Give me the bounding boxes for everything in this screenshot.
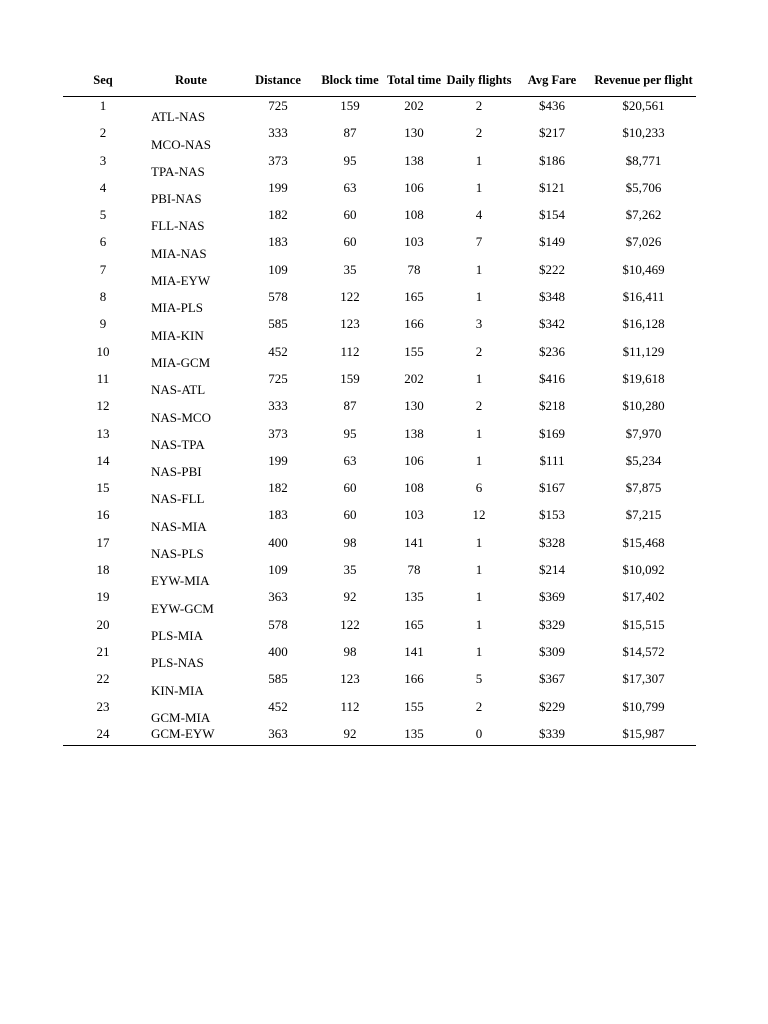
cell-daily-flights: 1 (475, 616, 483, 632)
cell-route: MIA-PLS (151, 300, 204, 316)
cell-avg-fare: $367 (539, 671, 565, 687)
cell-avg-fare: $217 (539, 125, 565, 141)
cell-distance: 452 (268, 343, 288, 359)
cell-route: NAS-MCO (151, 409, 211, 425)
cell-block-time: 60 (343, 207, 357, 223)
cell-total-time: 165 (404, 289, 424, 305)
cell-daily-flights: 1 (475, 289, 483, 305)
cell-seq: 24 (63, 726, 143, 746)
cell-distance: 199 (268, 179, 288, 195)
table-row (63, 398, 696, 425)
cell-seq: 17 (96, 534, 110, 550)
cell-route: MIA-NAS (151, 245, 207, 261)
header-distance: Distance (239, 65, 317, 97)
cell-daily-flights: 7 (475, 234, 483, 250)
cell-total-time: 130 (404, 398, 424, 414)
cell-daily-flights: 1 (475, 179, 483, 195)
cell-distance: 183 (268, 507, 288, 523)
cell-route: NAS-PLS (151, 546, 204, 562)
cell-avg-fare: $218 (539, 398, 565, 414)
cell-block-time: 122 (340, 616, 360, 632)
cell-distance: 400 (268, 643, 288, 659)
cell-revenue-per-flight: $15,515 (622, 616, 665, 632)
cell-total-time: 78 (407, 261, 421, 277)
cell-seq: 21 (96, 643, 110, 659)
cell-route: KIN-MIA (151, 682, 204, 698)
cell-block-time: 60 (343, 507, 357, 523)
cell-total-time: 108 (404, 480, 424, 496)
cell-block-time: 87 (343, 398, 357, 414)
table-header (63, 65, 696, 97)
cell-distance: 109 (268, 261, 288, 277)
cell-total-time: 106 (404, 179, 424, 195)
table-row (63, 589, 696, 616)
cell-total-time: 130 (404, 125, 424, 141)
cell-revenue-per-flight: $17,402 (622, 589, 665, 605)
cell-daily-flights: 5 (475, 671, 483, 687)
cell-daily-flights: 2 (475, 98, 483, 113)
cell-revenue-per-flight: $17,307 (622, 671, 665, 687)
cell-revenue-per-flight: $7,215 (625, 507, 662, 523)
cell-seq: 2 (99, 125, 107, 141)
cell-daily-flights: 1 (475, 261, 483, 277)
cell-daily-flights: 2 (475, 698, 483, 714)
cell-avg-fare: $186 (539, 152, 565, 168)
table-row (63, 453, 696, 480)
cell-revenue-per-flight: $7,026 (625, 234, 662, 250)
cell-route: GCM-EYW (143, 726, 239, 746)
cell-seq: 19 (96, 589, 110, 605)
cell-avg-fare: $416 (539, 370, 565, 386)
cell-block-time: 159 (340, 98, 360, 113)
cell-revenue-per-flight: $10,469 (622, 261, 665, 277)
cell-route: EYW-GCM (151, 600, 214, 616)
cell-daily-flights: 4 (475, 207, 483, 223)
cell-seq: 9 (99, 316, 107, 332)
cell-avg-fare: $328 (539, 534, 565, 550)
cell-seq: 13 (96, 425, 110, 441)
table-row (63, 180, 696, 207)
cell-distance: 333 (268, 398, 288, 414)
header-block-time: Block time (317, 65, 383, 97)
cell-block-time: 63 (343, 452, 357, 468)
cell-revenue-per-flight: $11,129 (622, 343, 665, 359)
header-avg-fare: Avg Fare (513, 65, 591, 97)
table-row (63, 726, 696, 746)
cell-block-time: 87 (343, 125, 357, 141)
table-row (63, 699, 696, 726)
cell-distance: 182 (268, 480, 288, 496)
table-row (63, 289, 696, 316)
cell-route: FLL-NAS (151, 218, 205, 234)
cell-distance: 585 (268, 671, 288, 687)
cell-revenue-per-flight: $15,987 (591, 726, 696, 746)
cell-block-time: 95 (343, 425, 357, 441)
cell-route: NAS-MIA (151, 518, 207, 534)
cell-route: MCO-NAS (151, 136, 211, 152)
cell-seq: 16 (96, 507, 110, 523)
cell-block-time: 112 (340, 343, 360, 359)
cell-route: MIA-EYW (151, 273, 211, 289)
cell-daily-flights: 1 (475, 643, 483, 659)
cell-avg-fare: $339 (513, 726, 591, 746)
cell-distance: 578 (268, 616, 288, 632)
cell-daily-flights: 1 (475, 589, 483, 605)
cell-distance: 109 (268, 562, 288, 578)
cell-total-time: 141 (404, 643, 424, 659)
table-row (63, 125, 696, 152)
cell-avg-fare: $436 (539, 98, 565, 113)
cell-block-time: 63 (343, 179, 357, 195)
cell-seq: 15 (96, 480, 110, 496)
cell-seq: 23 (96, 698, 110, 714)
cell-route: NAS-TPA (151, 436, 205, 452)
cell-avg-fare: $214 (539, 562, 565, 578)
cell-daily-flights: 1 (475, 452, 483, 468)
cell-total-time: 166 (404, 671, 424, 687)
cell-distance: 452 (268, 698, 288, 714)
cell-distance: 363 (268, 589, 288, 605)
cell-daily-flights: 1 (475, 425, 483, 441)
cell-distance: 373 (268, 425, 288, 441)
table-row (63, 507, 696, 534)
cell-total-time: 135 (404, 589, 424, 605)
cell-daily-flights: 2 (475, 125, 483, 141)
cell-daily-flights: 1 (475, 534, 483, 550)
cell-total-time: 138 (404, 152, 424, 168)
cell-route: PLS-MIA (151, 627, 204, 643)
cell-distance: 725 (268, 98, 288, 113)
cell-block-time: 95 (343, 152, 357, 168)
table-row (63, 671, 696, 698)
table-row (63, 207, 696, 234)
cell-revenue-per-flight: $10,280 (622, 398, 665, 414)
cell-revenue-per-flight: $10,799 (622, 698, 665, 714)
cell-total-time: 155 (404, 343, 424, 359)
cell-avg-fare: $309 (539, 643, 565, 659)
cell-block-time: 123 (340, 671, 360, 687)
cell-distance: 725 (268, 370, 288, 386)
cell-block-time: 98 (343, 643, 357, 659)
cell-avg-fare: $222 (539, 261, 565, 277)
cell-revenue-per-flight: $20,561 (622, 98, 665, 113)
table-row (63, 644, 696, 671)
cell-seq: 8 (99, 289, 107, 305)
cell-daily-flights: 3 (475, 316, 483, 332)
cell-total-time: 135 (383, 726, 445, 746)
cell-distance: 333 (268, 125, 288, 141)
cell-revenue-per-flight: $7,875 (625, 480, 662, 496)
cell-total-time: 108 (404, 207, 424, 223)
cell-seq: 4 (99, 179, 107, 195)
cell-seq: 7 (99, 261, 107, 277)
cell-seq: 22 (96, 671, 110, 687)
cell-block-time: 112 (340, 698, 360, 714)
header-daily-flights: Daily flights (445, 65, 513, 97)
cell-avg-fare: $154 (539, 207, 565, 223)
cell-revenue-per-flight: $14,572 (622, 643, 665, 659)
table-row (63, 344, 696, 371)
cell-seq: 1 (99, 98, 107, 113)
cell-avg-fare: $236 (539, 343, 565, 359)
cell-distance: 183 (268, 234, 288, 250)
cell-route: ATL-NAS (151, 109, 206, 125)
cell-distance: 373 (268, 152, 288, 168)
cell-block-time: 92 (317, 726, 383, 746)
cell-avg-fare: $121 (539, 179, 565, 195)
cell-total-time: 78 (407, 562, 421, 578)
table-row (63, 97, 696, 126)
cell-revenue-per-flight: $7,970 (625, 425, 662, 441)
cell-distance: 400 (268, 534, 288, 550)
cell-total-time: 202 (404, 98, 424, 113)
cell-revenue-per-flight: $5,706 (625, 179, 662, 195)
cell-block-time: 123 (340, 316, 360, 332)
route-schedule-table (63, 65, 696, 746)
cell-seq: 14 (96, 452, 110, 468)
cell-daily-flights: 1 (475, 370, 483, 386)
cell-seq: 11 (96, 370, 110, 386)
cell-avg-fare: $149 (539, 234, 565, 250)
cell-daily-flights: 0 (445, 726, 513, 746)
table-body (63, 97, 696, 746)
cell-block-time: 159 (340, 370, 360, 386)
cell-block-time: 60 (343, 480, 357, 496)
cell-route: NAS-FLL (151, 491, 205, 507)
cell-block-time: 35 (343, 562, 357, 578)
cell-route: TPA-NAS (151, 163, 205, 179)
cell-route: MIA-GCM (151, 354, 211, 370)
cell-daily-flights: 6 (475, 480, 483, 496)
cell-route: NAS-ATL (151, 382, 206, 398)
header-revenue-per-flight: Revenue per flight (591, 65, 696, 97)
cell-avg-fare: $342 (539, 316, 565, 332)
table-row (63, 262, 696, 289)
cell-distance: 182 (268, 207, 288, 223)
header-route: Route (143, 65, 239, 97)
cell-total-time: 166 (404, 316, 424, 332)
cell-daily-flights: 1 (475, 152, 483, 168)
cell-total-time: 106 (404, 452, 424, 468)
cell-seq: 12 (96, 398, 110, 414)
cell-total-time: 103 (404, 507, 424, 523)
cell-distance: 363 (239, 726, 317, 746)
cell-revenue-per-flight: $16,128 (622, 316, 665, 332)
cell-revenue-per-flight: $7,262 (625, 207, 662, 223)
cell-route: EYW-MIA (151, 573, 210, 589)
cell-revenue-per-flight: $8,771 (625, 152, 662, 168)
cell-route: NAS-PBI (151, 464, 202, 480)
cell-route: PLS-NAS (151, 655, 204, 671)
cell-block-time: 35 (343, 261, 357, 277)
cell-seq: 18 (96, 562, 110, 578)
header-total-time: Total time (383, 65, 445, 97)
cell-daily-flights: 2 (475, 398, 483, 414)
cell-daily-flights: 12 (472, 507, 486, 523)
cell-avg-fare: $111 (539, 452, 565, 468)
header-row (63, 65, 696, 97)
table-row (63, 480, 696, 507)
table-row (63, 617, 696, 644)
cell-revenue-per-flight: $10,092 (622, 562, 665, 578)
table-row (63, 153, 696, 180)
cell-route: GCM-MIA (151, 709, 211, 725)
cell-avg-fare: $167 (539, 480, 565, 496)
table-row (63, 234, 696, 261)
cell-avg-fare: $169 (539, 425, 565, 441)
table-row (63, 316, 696, 343)
table-row (63, 426, 696, 453)
cell-block-time: 92 (343, 589, 357, 605)
table-row (63, 535, 696, 562)
header-seq: Seq (63, 65, 143, 97)
cell-route: PBI-NAS (151, 191, 202, 207)
cell-seq: 3 (99, 152, 107, 168)
cell-avg-fare: $329 (539, 616, 565, 632)
cell-distance: 578 (268, 289, 288, 305)
table-row (63, 562, 696, 589)
cell-distance: 199 (268, 452, 288, 468)
cell-revenue-per-flight: $15,468 (622, 534, 665, 550)
cell-revenue-per-flight: $5,234 (625, 452, 662, 468)
cell-avg-fare: $153 (539, 507, 565, 523)
cell-block-time: 122 (340, 289, 360, 305)
cell-seq: 5 (99, 207, 107, 223)
cell-revenue-per-flight: $16,411 (622, 289, 665, 305)
cell-route: MIA-KIN (151, 327, 204, 343)
cell-block-time: 60 (343, 234, 357, 250)
cell-total-time: 155 (404, 698, 424, 714)
cell-avg-fare: $229 (539, 698, 565, 714)
cell-seq: 10 (96, 343, 110, 359)
table-row (63, 371, 696, 398)
cell-revenue-per-flight: $19,618 (622, 370, 665, 386)
cell-avg-fare: $369 (539, 589, 565, 605)
cell-daily-flights: 2 (475, 343, 483, 359)
cell-seq: 6 (99, 234, 107, 250)
cell-revenue-per-flight: $10,233 (622, 125, 665, 141)
cell-avg-fare: $348 (539, 289, 565, 305)
cell-daily-flights: 1 (475, 562, 483, 578)
cell-total-time: 103 (404, 234, 424, 250)
cell-total-time: 138 (404, 425, 424, 441)
cell-total-time: 165 (404, 616, 424, 632)
cell-total-time: 141 (404, 534, 424, 550)
cell-seq: 20 (96, 616, 110, 632)
cell-block-time: 98 (343, 534, 357, 550)
cell-total-time: 202 (404, 370, 424, 386)
cell-distance: 585 (268, 316, 288, 332)
